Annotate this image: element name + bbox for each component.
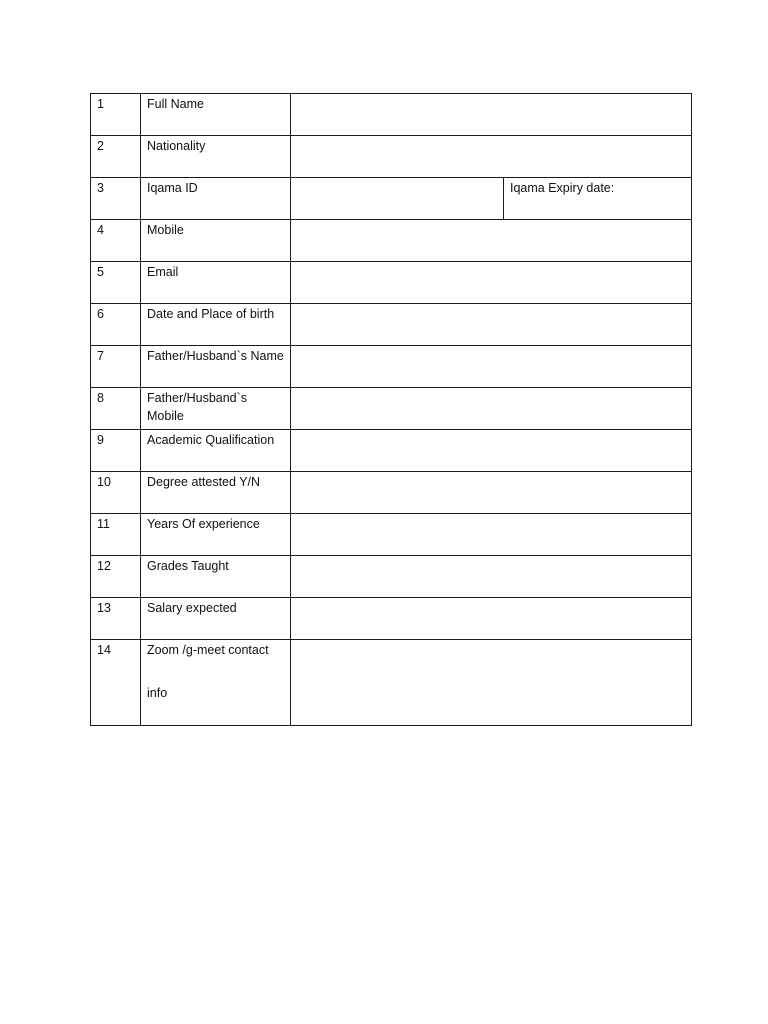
email-field[interactable]: [291, 262, 692, 304]
mobile-field[interactable]: [291, 220, 692, 262]
degree-attested-field[interactable]: [291, 472, 692, 514]
iqama-id-field[interactable]: [291, 178, 504, 220]
row-number: 2: [91, 136, 141, 178]
field-label-line1: Zoom /g-meet contact: [147, 643, 269, 657]
field-label: Degree attested Y/N: [141, 472, 291, 514]
row-grades: [91, 556, 692, 598]
row-number: 14: [91, 640, 141, 726]
row-number: 3: [91, 178, 141, 220]
field-label: Grades Taught: [141, 556, 291, 598]
field-label: Salary expected: [141, 598, 291, 640]
field-label: [141, 640, 291, 726]
full-name-field[interactable]: [291, 94, 692, 136]
row-number: 6: [91, 304, 141, 346]
field-label: Academic Qualification: [141, 430, 291, 472]
row-salary: [91, 598, 692, 640]
nationality-field[interactable]: [291, 136, 692, 178]
field-label-line2: info: [147, 686, 168, 700]
field-label: Email: [141, 262, 291, 304]
applicant-form-table: [90, 93, 692, 726]
row-number: 7: [91, 346, 141, 388]
father-name-field[interactable]: [291, 346, 692, 388]
row-number: 1: [91, 94, 141, 136]
row-experience: [91, 514, 692, 556]
field-label: Father/Husband`s Mobile: [141, 388, 291, 430]
father-mobile-field[interactable]: [291, 388, 692, 430]
row-zoom-contact: [91, 640, 692, 726]
row-full-name: [91, 94, 692, 136]
row-father-mobile: [91, 388, 692, 430]
row-degree-attested: [91, 472, 692, 514]
qualification-field[interactable]: [291, 430, 692, 472]
row-number: 10: [91, 472, 141, 514]
grades-taught-field[interactable]: [291, 556, 692, 598]
row-number: 11: [91, 514, 141, 556]
field-label: Mobile: [141, 220, 291, 262]
iqama-expiry-field[interactable]: [504, 178, 692, 220]
row-number: 12: [91, 556, 141, 598]
iqama-expiry-label: Iqama Expiry date:: [510, 181, 615, 195]
row-number: 5: [91, 262, 141, 304]
row-number: 4: [91, 220, 141, 262]
row-qualification: [91, 430, 692, 472]
row-birth: [91, 304, 692, 346]
field-label: Nationality: [141, 136, 291, 178]
row-nationality: [91, 136, 692, 178]
row-mobile: [91, 220, 692, 262]
field-label: Full Name: [141, 94, 291, 136]
row-iqama: [91, 178, 692, 220]
row-number: 8: [91, 388, 141, 430]
row-number: 9: [91, 430, 141, 472]
row-email: [91, 262, 692, 304]
field-label: Date and Place of birth: [141, 304, 291, 346]
salary-expected-field[interactable]: [291, 598, 692, 640]
row-number: 13: [91, 598, 141, 640]
field-label: Father/Husband`s Name: [141, 346, 291, 388]
field-label: Iqama ID: [141, 178, 291, 220]
birth-date-place-field[interactable]: [291, 304, 692, 346]
field-label: Years Of experience: [141, 514, 291, 556]
zoom-contact-field[interactable]: [291, 640, 692, 726]
row-father-name: [91, 346, 692, 388]
experience-field[interactable]: [291, 514, 692, 556]
